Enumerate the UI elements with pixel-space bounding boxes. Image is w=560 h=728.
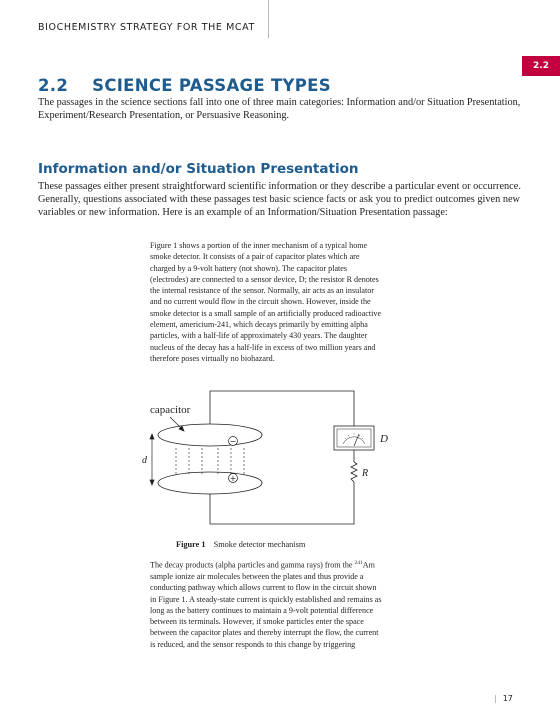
- section-number: 2.2: [38, 76, 69, 95]
- section-tab: 2.2: [522, 56, 560, 76]
- figure-caption: [176, 540, 305, 549]
- smoke-detector-figure: [142, 386, 388, 531]
- label-D: D: [380, 433, 388, 445]
- passage-paragraph-2-text: Am sample ionize air molecules between the plates and thus provide a conducting pathway which allows current to flow in the circuit shown in Figure 1. A steady-state current is quickly established and remains as long as the battery continues to maintain a 9-volt potential difference between its terminals. However, if smoke particles enter the space between the capacitor plates and thereby interrupt the flow, the current is reduced, and the sensor responds to this change by triggering: [150, 560, 382, 649]
- figure-caption-label: Figure 1: [176, 540, 206, 549]
- page-number: [494, 694, 513, 703]
- subsection-title: Information and/or Situation Presentation: [38, 161, 359, 177]
- capacitor-top-plate: [158, 424, 262, 446]
- passage-paragraph-1: Figure 1 shows a portion of the inner mechanism of a typical home smoke detector. It consists of a pair of capacitor plates which are charged by a 9-volt battery (not shown). The capacitor plates (electrodes) are connected to a sensor device, D; the resistor R denotes the internal resistance of the sensor. Normally, air acts as an insulator and no current would flow in the circuit shown. However, inside the smoke detector is a small sample of an artificially produced radioactive element, americium-241, which decays primarily by emitting alpha particles, with a half-life of approximately 430 years. The daughter nucleus of the decay has a half-life in excess of two million years and therefore poses virtually no biohazard.: [150, 241, 382, 363]
- figure-caption-text: Smoke detector mechanism: [213, 540, 306, 549]
- top-wire: [210, 391, 354, 426]
- resistor-icon: [351, 462, 357, 482]
- page-number-text: 17: [502, 694, 513, 703]
- passage-paragraph-2: [150, 558, 384, 650]
- section-title: [38, 76, 331, 95]
- header-divider: [268, 0, 269, 38]
- label-d: d: [142, 455, 147, 466]
- running-head: BIOCHEMISTRY STRATEGY FOR THE MCAT: [38, 22, 255, 33]
- meter-icon: [334, 426, 374, 450]
- section-title-text: SCIENCE PASSAGE TYPES: [92, 76, 331, 95]
- folio-divider: |: [494, 694, 497, 703]
- section-intro: The passages in the science sections fall into one of three main categories: Information and/or Situation Presentation, Experiment/Research Presentation, or Persuasive Reasoning.: [38, 97, 521, 122]
- isotope-mass-number: 241: [354, 560, 363, 566]
- subsection-body: These passages either present straightforward scientific information or they describe a particular event or occurrence. Generally, questions associated with these passages test basic science facts or ask you to predict outcomes given new variables or new information. Here is an example of an Information/Situation Presentation passage:: [38, 181, 521, 219]
- passage-paragraph-2-lead: The decay products (alpha particles and gamma rays) from the: [150, 560, 355, 570]
- label-R: R: [362, 468, 369, 479]
- capacitor-bottom-plate: [158, 472, 262, 494]
- plus-sign: +: [229, 474, 237, 483]
- label-capacitor: capacitor: [150, 404, 191, 416]
- minus-sign: −: [229, 437, 237, 446]
